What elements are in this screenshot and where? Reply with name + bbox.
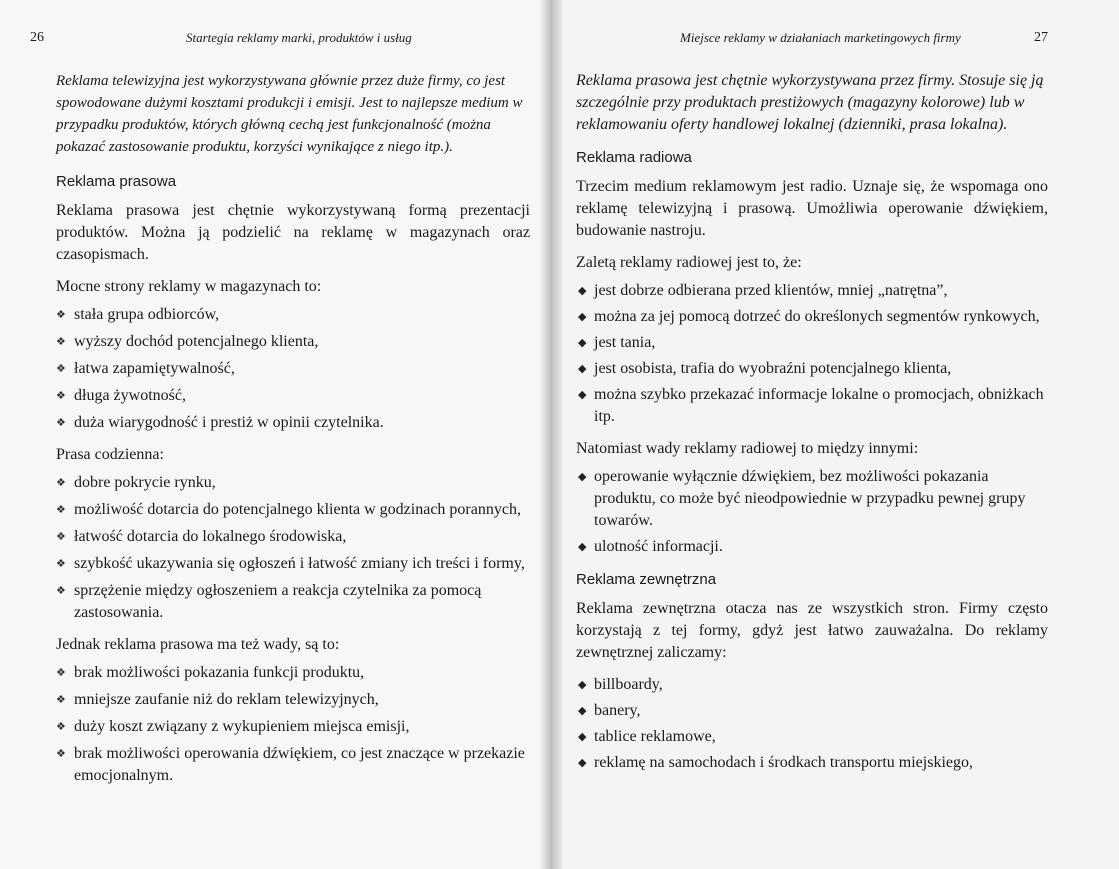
list-item: ❖ długa żywotność, <box>56 385 530 407</box>
radio-pros-lead: Zaletą reklamy radiowej jest to, że: <box>576 254 802 271</box>
press-paragraph: Reklama prasowa jest chętnie wykorzystywaną formą prezentacji produktów. Można ją podzielić na reklamę w magazynach oraz czasopismach. <box>56 202 530 263</box>
magazines-lead: Mocne strony reklamy w magazynach to: <box>56 278 322 295</box>
list-item: ◆ jest osobista, trafia do wyobraźni potencjalnego klienta, <box>576 358 1048 380</box>
intro-paragraph: Reklama telewizyjna jest wykorzystywana głównie przez duże firmy, co jest spowodowane dużymi kosztami produkcji i emisji. Jest to najlepsze medium w przypadku produktów, których główną cechą jest funkcjonalność (można pokazać zastosowanie produktu, korzyści wynikające z niego itp.). <box>56 73 523 155</box>
list-item: ◆ tablice reklamowe, <box>576 726 1048 748</box>
left-content <box>56 70 530 797</box>
list-item: ❖ brak możliwości operowania dźwiękiem, co jest znaczące w przekazie emocjonalnym. <box>56 743 530 787</box>
list-item: ❖ wyższy dochód potencjalnego klienta, <box>56 331 530 353</box>
running-header: Miejsce reklamy w działaniach marketingowych firmy <box>680 30 961 45</box>
list-item: ❖ sprzężenie między ogłoszeniem a reakcja czytelnika za pomocą zastosowania. <box>56 580 530 624</box>
outdoor-list <box>576 674 1048 774</box>
radio-paragraph: Trzecim medium reklamowym jest radio. Uznaje się, że wspomaga ono reklamę telewizyjną i prasową. Umożliwia operowanie dźwiękiem, budowanie nastroju. <box>576 178 1048 239</box>
list-item: ❖ dobre pokrycie rynku, <box>56 472 530 494</box>
page-number: 27 <box>1034 30 1048 45</box>
list-item: ❖ łatwość dotarcia do lokalnego środowiska, <box>56 526 530 548</box>
running-header: Startegia reklamy marki, produktów i usług <box>186 30 412 45</box>
section-heading-outdoor: Reklama zewnętrzna <box>576 571 717 588</box>
list-item: ◆ banery, <box>576 700 1048 722</box>
press-cons-list <box>56 662 530 787</box>
list-item: ❖ łatwa zapamiętywalność, <box>56 358 530 380</box>
list-item: ◆ jest dobrze odbierana przed klientów, mniej „natrętna”, <box>576 280 1048 302</box>
list-item: ◆ można za jej pomocą dotrzeć do określonych segmentów rynkowych, <box>576 306 1048 328</box>
outdoor-paragraph: Reklama zewnętrzna otacza nas ze wszystkich stron. Firmy często korzystają z tej formy, gdyż jest łatwo zauważalna. Do reklamy zewnętrznej zaliczamy: <box>576 600 1048 661</box>
page-number: 26 <box>30 30 44 45</box>
list-item: ❖ mniejsze zaufanie niż do reklam telewizyjnych, <box>56 689 530 711</box>
radio-cons-lead: Natomiast wady reklamy radiowej to między innymi: <box>576 440 919 457</box>
section-heading-radio: Reklama radiowa <box>576 149 692 166</box>
left-page <box>0 0 550 869</box>
radio-cons-list <box>576 466 1048 558</box>
daily-press-list <box>56 472 530 624</box>
list-item: ❖ duży koszt związany z wykupieniem miejsca emisji, <box>56 716 530 738</box>
list-item: ❖ brak możliwości pokazania funkcji produktu, <box>56 662 530 684</box>
list-item: ◆ jest tania, <box>576 332 1048 354</box>
press-cons-lead: Jednak reklama prasowa ma też wady, są to: <box>56 636 340 653</box>
section-heading-press: Reklama prasowa <box>56 173 177 190</box>
daily-press-lead: Prasa codzienna: <box>56 446 164 463</box>
list-item: ❖ możliwość dotarcia do potencjalnego klienta w godzinach porannych, <box>56 499 530 521</box>
right-content <box>576 70 1048 784</box>
list-item: ◆ można szybko przekazać informacje lokalne o promocjach, obniżkach itp. <box>576 384 1048 428</box>
list-item: ◆ billboardy, <box>576 674 1048 696</box>
list-item: ◆ reklamę na samochodach i środkach transportu miejskiego, <box>576 752 1048 774</box>
list-item: ❖ stała grupa odbiorców, <box>56 304 530 326</box>
book-gutter <box>540 0 562 869</box>
radio-pros-list <box>576 280 1048 428</box>
intro-paragraph: Reklama prasowa jest chętnie wykorzystywana przez firmy. Stosuje się ją szczególnie przy produktach prestiżowych (magazyny kolorowe) lub w reklamowaniu oferty handlowej lokalnej (dzienniki, prasa lokalna). <box>576 72 1044 133</box>
list-item: ◆ ulotność informacji. <box>576 536 1048 558</box>
list-item: ❖ duża wiarygodność i prestiż w opinii czytelnika. <box>56 412 530 434</box>
list-item: ❖ szybkość ukazywania się ogłoszeń i łatwość zmiany ich treści i formy, <box>56 553 530 575</box>
list-item: ◆ operowanie wyłącznie dźwiękiem, bez możliwości pokazania produktu, co może być nieodpowiednie w przypadku pewnej grupy towarów. <box>576 466 1048 532</box>
magazines-list <box>56 304 530 434</box>
